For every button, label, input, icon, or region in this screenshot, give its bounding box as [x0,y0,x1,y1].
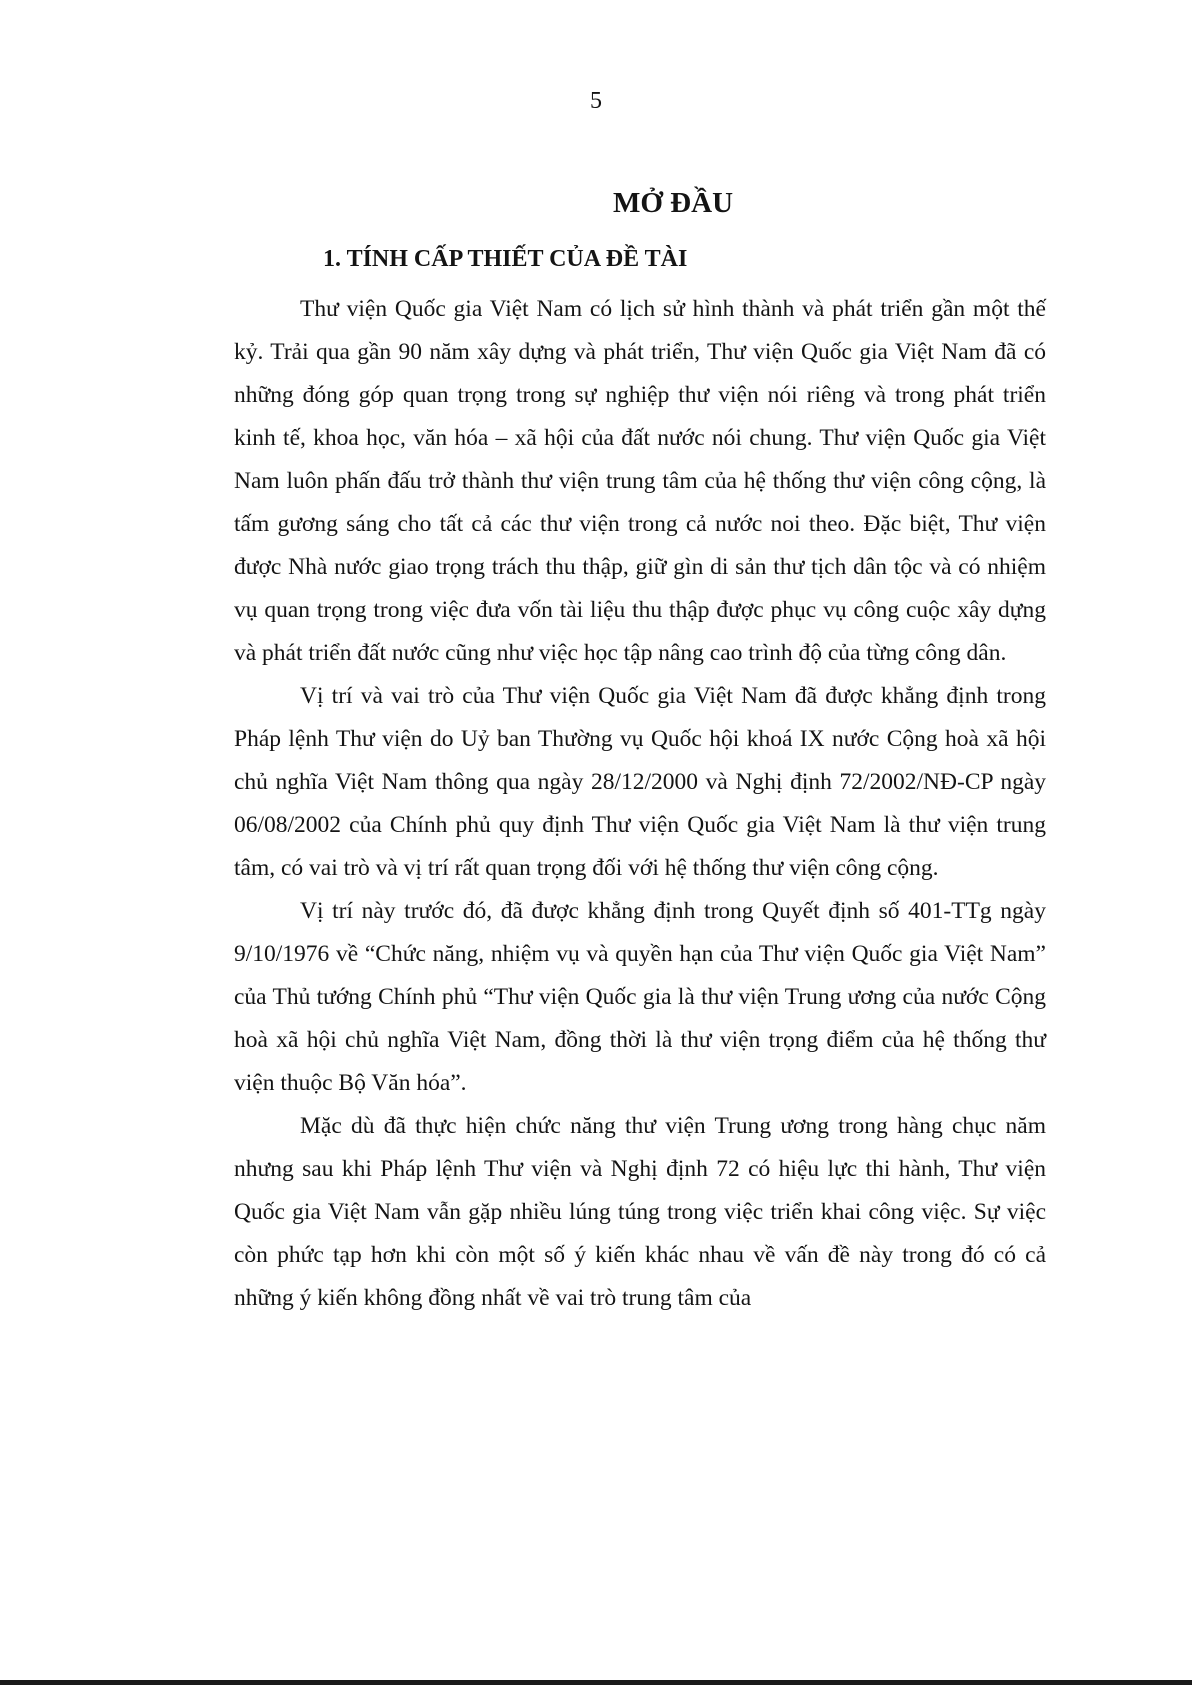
paragraph: Mặc dù đã thực hiện chức năng thư viện Trung ương trong hàng chục năm nhưng sau khi Pháp lệnh Thư viện và Nghị định 72 có hiệu lực thi hành, Thư viện Quốc gia Việt Nam vẫn gặp nhiều lúng túng trong việc triển khai công việc. Sự việc còn phức tạp hơn khi còn một số ý kiến khác nhau về vấn đề này trong đó có cả những ý kiến không đồng nhất về vai trò trung tâm của [234,1113,1046,1311]
chapter-title: MỞ ĐẦU [613,187,734,219]
paragraph: Vị trí và vai trò của Thư viện Quốc gia Việt Nam đã được khẳng định trong Pháp lệnh Thư viện do Uỷ ban Thường vụ Quốc hội khoá IX nước Cộng hoà xã hội chủ nghĩa Việt Nam thông qua ngày 28/12/2000 và Nghị định 72/2002/NĐ-CP ngày 06/08/2002 của Chính phủ quy định Thư viện Quốc gia Việt Nam là thư viện trung tâm, có vai trò và vị trí rất quan trọng đối với hệ thống thư viện công cộng. [234,683,1046,881]
bottom-border [0,1680,1192,1685]
paragraph: Thư viện Quốc gia Việt Nam có lịch sử hình thành và phát triển gần một thế kỷ. Trải qua gần 90 năm xây dựng và phát triển, Thư viện Quốc gia Việt Nam đã có những đóng góp quan trọng trong sự nghiệp thư viện nói riêng và trong phát triển kinh tế, khoa học, văn hóa – xã hội của đất nước nói chung. Thư viện Quốc gia Việt Nam luôn phấn đấu trở thành thư viện trung tâm của hệ thống thư viện công cộng, là tấm gương sáng cho tất cả các thư viện trong cả nước noi theo. Đặc biệt, Thư viện được Nhà nước giao trọng trách thu thập, giữ gìn di sản thư tịch dân tộc và có nhiệm vụ quan trọng trong việc đưa vốn tài liệu thu thập được phục vụ công cuộc xây dựng và phát triển đất nước cũng như việc học tập nâng cao trình độ của từng công dân. [234,296,1046,666]
paragraph: Vị trí này trước đó, đã được khẳng định trong Quyết định số 401-TTg ngày 9/10/1976 về “Chức năng, nhiệm vụ và quyền hạn của Thư viện Quốc gia Việt Nam” của Thủ tướng Chính phủ “Thư viện Quốc gia là thư viện Trung ương của nước Cộng hoà xã hội chủ nghĩa Việt Nam, đồng thời là thư viện trọng điểm của hệ thống thư viện thuộc Bộ Văn hóa”. [234,898,1046,1096]
section-heading: 1. TÍNH CẤP THIẾT CỦA ĐỀ TÀI [323,246,688,272]
body-text [234,288,1046,1320]
page-number: 5 [590,88,602,114]
